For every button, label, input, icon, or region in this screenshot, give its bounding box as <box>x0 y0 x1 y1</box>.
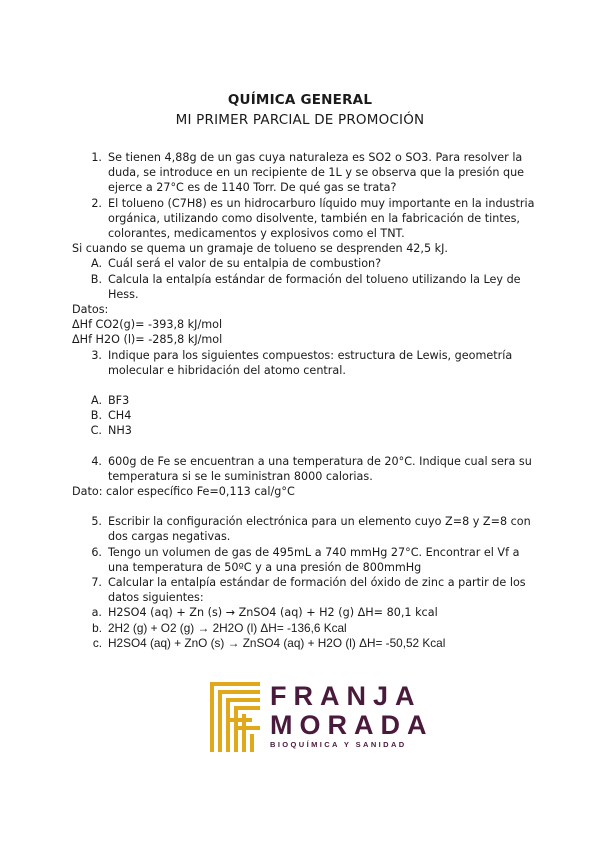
sub-item <box>72 408 542 423</box>
question-5 <box>72 514 542 544</box>
question-number: 1. <box>91 151 102 164</box>
sub-item <box>72 272 542 302</box>
franja-morada-maze-icon <box>208 680 262 752</box>
sub-text: H2SO4 (aq) + ZnO (s) → ZnSO4 (aq) + H2O (l) ΔH= -50,52 Kcal <box>108 635 446 650</box>
question-7 <box>72 575 542 605</box>
question-text: El tolueno (C7H8) es un hidrocarburo líquido muy importante en la industria orgánica, utilizando como disolvente, también en la fabricación de tintes, colorantes, medicamentos y explosivos como el TNT. <box>108 196 535 241</box>
question-text: Tengo un volumen de gas de 495mL a 740 mmHg 27°C. Encontrar el Vf a una temperatura de 50ºC y a una presión de 800mmHg <box>108 545 520 574</box>
sub-letter: A. <box>90 257 102 271</box>
sub-letter: a. <box>91 606 102 620</box>
question-number: 5. <box>91 515 102 529</box>
logo-line-2: MORADA <box>270 710 434 740</box>
datos-label: Datos: <box>72 303 109 317</box>
question-3 <box>72 348 542 378</box>
sub-text: BF3 <box>108 394 130 408</box>
question-2 <box>72 196 542 242</box>
document-title: QUÍMICA GENERAL <box>227 92 373 108</box>
question-text: 600g de Fe se encuentran a una temperatura de 20°C. Indique cual sera su temperatura si se le suministran 8000 calorias. <box>108 454 532 483</box>
question-number: 6. <box>91 545 102 559</box>
sub-letter: C. <box>90 424 102 438</box>
question-6 <box>72 545 542 575</box>
sub-item <box>72 256 542 271</box>
question-number: 4. <box>91 454 102 468</box>
question-text: Calcular la entalpía estándar de formación del óxido de zinc a partir de los datos siguientes: <box>108 576 526 605</box>
logo-line-1: FRANJA <box>270 681 422 711</box>
sub-letter: b. <box>92 620 102 635</box>
question-number: 2. <box>91 196 102 210</box>
sub-item <box>72 621 542 636</box>
sub-letter: B. <box>90 409 102 423</box>
datos-line: ΔHf H2O (l)= -285,8 kJ/mol <box>72 333 223 347</box>
sub-text: Cuál será el valor de su entalpia de combustion? <box>108 257 382 271</box>
sub-text: CH4 <box>108 409 132 423</box>
question-1 <box>72 150 542 196</box>
question-4-dato: Dato: calor específico Fe=0,113 cal/g°C <box>72 485 295 499</box>
sub-item <box>72 423 542 438</box>
sub-item <box>72 393 542 408</box>
question-text: Indique para los siguientes compuestos: estructura de Lewis, geometría molecular e hibridación del atomo central. <box>108 348 513 377</box>
sub-item <box>72 636 542 651</box>
question-text: Se tienen 4,88g de un gas cuya naturaleza es SO2 o SO3. Para resolver la duda, se introduce en un recipiente de 1L y se observa que la presión que ejerce a 27°C es de 1140 Torr. De qué gas se trata? <box>108 151 525 195</box>
sub-text: 2H2 (g) + O2 (g) → 2H2O (l) ΔH= -136,6 Kcal <box>108 620 347 635</box>
question-4 <box>72 454 542 484</box>
sub-item <box>72 605 542 620</box>
exam-content <box>72 150 542 651</box>
datos-line: ΔHf CO2(g)= -393,8 kJ/mol <box>72 318 223 332</box>
sub-letter: A. <box>90 394 102 408</box>
sub-text: Calcula la entalpía estándar de formación del tolueno utilizando la Ley de Hess. <box>108 272 521 301</box>
question-number: 3. <box>91 348 102 362</box>
question-text: Escribir la configuración electrónica para un elemento cuyo Z=8 y Z=8 con dos cargas negativas. <box>108 515 531 544</box>
sub-letter: B. <box>90 272 102 286</box>
sub-text: NH3 <box>108 424 132 438</box>
question-number: 7. <box>91 576 102 590</box>
document-subtitle: MI PRIMER PARCIAL DE PROMOCIÓN <box>175 112 425 128</box>
sub-text: H2SO4 (aq) + Zn (s) → ZnSO4 (aq) + H2 (g) ΔH= 80,1 kcal <box>108 606 438 620</box>
question-2-continuation: Si cuando se quema un gramaje de tolueno se desprenden 42,5 kJ. <box>72 242 448 256</box>
logo-line-3: BIOQUÍMICA Y SANIDAD <box>270 740 407 749</box>
sub-letter: c. <box>92 635 102 650</box>
